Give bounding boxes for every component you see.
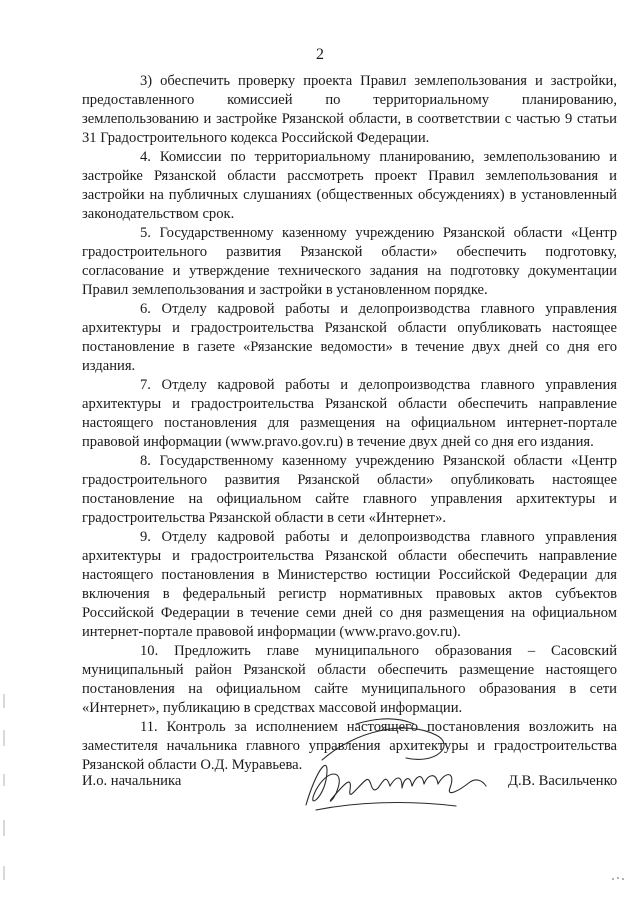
page-number: 2 xyxy=(316,46,324,63)
paragraph-4: 4. Комиссии по территориальному планированию, землепользованию и застройке Рязанской области рассмотреть проект Правил землепользования и застройки на публичных слушаниях (общественных обсуждениях) в установленный законодательством срок. xyxy=(82,149,617,222)
handwritten-signature xyxy=(286,710,496,830)
paragraph-10: 10. Предложить главе муниципального образования – Сасовский муниципальный район Рязанской области обеспечить размещение настоящего постановления на официальном сайте муниципального образования в сети «Интернет», публикацию в средствах массовой информации. xyxy=(82,643,617,716)
paragraph-11: 11. Контроль за исполнением настоящего постановления возложить на заместителя начальника главного управления архитектуры и градостроительства Рязанской области О.Д. Муравьева. xyxy=(82,719,617,773)
paragraph-5: 5. Государственному казенному учреждению Рязанской области «Центр градостроительного развития Рязанской области» обеспечить подготовку, согласование и утверждение технического задания на подготовку документации Правил землепользования и застройки в установленном порядке. xyxy=(82,225,617,298)
paragraph-6: 6. Отделу кадровой работы и делопроизводства главного управления архитектуры и градостроительства Рязанской области опубликовать настоящее постановление в газете «Рязанские ведомости» в течение двух дней со дня его издания. xyxy=(82,301,617,374)
paragraph-8: 8. Государственному казенному учреждению Рязанской области «Центр градостроительного развития Рязанской области» опубликовать настоящее постановление на официальном сайте главного управления архитектуры и градостроительства Рязанской области в сети «Интернет». xyxy=(82,453,617,526)
signatory-title: И.о. начальника xyxy=(82,773,182,789)
document-body xyxy=(82,72,617,775)
paragraph-7: 7. Отделу кадровой работы и делопроизводства главного управления архитектуры и градостроительства Рязанской области обеспечить направление настоящего постановления для размещения на официальном интернет-портале правовой информации (www.pravo.gov.ru) в течение двух дней со дня его издания. xyxy=(82,377,617,450)
scan-edge-marks xyxy=(2,690,8,890)
paragraph-3: 3) обеспечить проверку проекта Правил землепользования и застройки, предоставленного комиссией по территориальному планированию, землепользованию и застройке Рязанской области, в соответствии с частью 9 статьи 31 Градостроительного кодекса Российской Федерации. xyxy=(82,73,617,146)
signatory-name: Д.В. Васильченко xyxy=(508,773,618,789)
scan-corner-mark xyxy=(610,873,628,883)
paragraph-9: 9. Отделу кадровой работы и делопроизводства главного управления архитектуры и градостроительства Рязанской области обеспечить направление настоящего постановления в Министерство юстиции Российской Федерации для включения в федеральный регистр нормативных правовых актов субъектов Российской Федерации в течение семи дней со дня размещения на официальном интернет-портале правовой информации (www.pravo.gov.ru). xyxy=(82,529,617,640)
